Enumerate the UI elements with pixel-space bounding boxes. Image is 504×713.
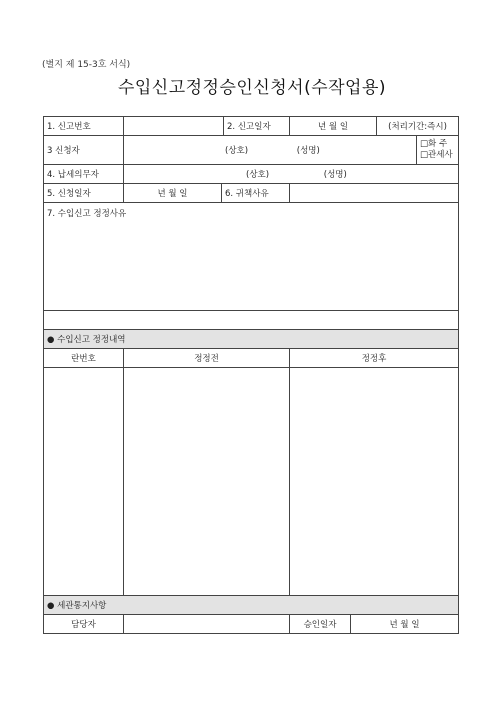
col-after: 정정후 [290, 349, 459, 368]
details-column-headers [44, 349, 459, 368]
row-applicant [44, 136, 459, 165]
processing-period: (처리기간:즉시) [377, 117, 459, 136]
applicant-label: 3 신청자 [44, 136, 124, 165]
row-officer [44, 615, 459, 634]
officer-label: 담당자 [44, 615, 124, 634]
row-report-number [44, 117, 459, 136]
officer-field[interactable] [124, 615, 290, 634]
col-item-no: 란번호 [44, 349, 124, 368]
item-no-cell[interactable] [44, 368, 124, 596]
taxpayer-trade-name: (상호) [246, 170, 270, 180]
report-date-field[interactable]: 년 월 일 [290, 117, 377, 136]
row-correction-reason [44, 203, 459, 311]
page-title: 수입신고정정승인신청서(수작업용) [117, 78, 387, 98]
taxpayer-field[interactable] [124, 165, 459, 184]
section-details-heading: ● 수입신고 정정내역 [44, 330, 459, 349]
taxpayer-label: 4. 납세의무자 [44, 165, 124, 184]
application-form-table [43, 116, 459, 634]
before-cell[interactable] [124, 368, 290, 596]
option-customs-broker-checkbox[interactable]: □관세사 [420, 150, 453, 160]
after-cell[interactable] [290, 368, 459, 596]
reason-attribution-label: 6. 귀책사유 [222, 184, 290, 203]
section-gap [44, 311, 459, 330]
applicant-type-options[interactable] [417, 136, 459, 165]
approval-date-label: 승인일자 [290, 615, 351, 634]
report-date-label: 2. 신고일자 [224, 117, 290, 136]
applicant-field[interactable] [124, 136, 417, 165]
approval-date-field[interactable]: 년 월 일 [351, 615, 459, 634]
applicant-person-name: (성명) [296, 146, 320, 156]
correction-reason-field[interactable] [44, 203, 459, 311]
apply-date-label: 5. 신청일자 [44, 184, 124, 203]
report-number-label: 1. 신고번호 [44, 117, 124, 136]
applicant-trade-name: (상호) [225, 146, 249, 156]
details-body-row [44, 368, 459, 596]
row-taxpayer [44, 165, 459, 184]
option-owner-checkbox[interactable]: □화 주 [420, 139, 448, 149]
section-notice-heading: ● 세관통지사항 [44, 596, 459, 615]
apply-date-field[interactable]: 년 월 일 [124, 184, 222, 203]
section-notice-header [44, 596, 459, 615]
report-number-field[interactable] [124, 117, 224, 136]
row-apply-date [44, 184, 459, 203]
form-number: (별지 제 15-3호 서식) [42, 60, 131, 70]
col-before: 정정전 [124, 349, 290, 368]
section-details-header [44, 330, 459, 349]
taxpayer-person-name: (성명) [323, 170, 347, 180]
reason-attribution-field[interactable] [290, 184, 459, 203]
correction-reason-label: 7. 수입신고 정정사유 [47, 209, 127, 219]
